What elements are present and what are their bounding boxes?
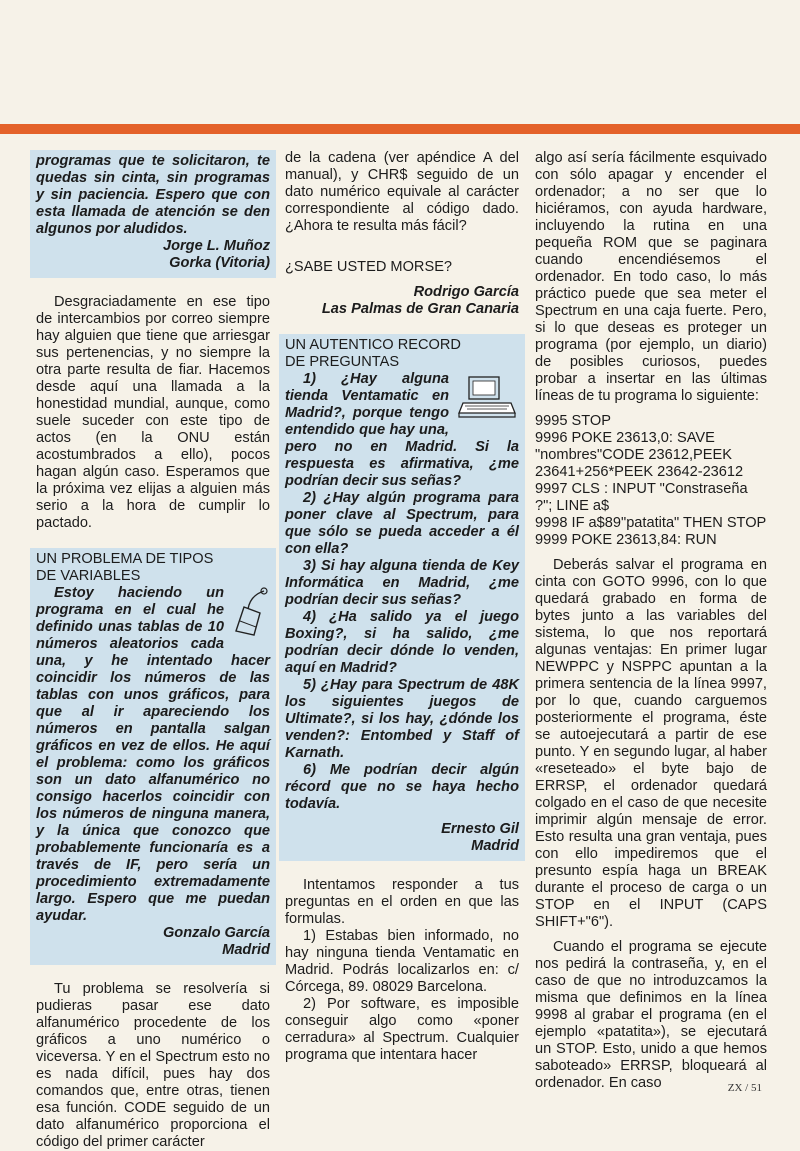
- question-item: 5) ¿Hay para Spectrum de 48K los siguientes juegos de Ultimate?, si los hay, ¿dónde los venden?: Entombed y Staff of Karnath.: [285, 677, 519, 761]
- letter-box-2: [30, 548, 276, 965]
- letter-text: Estoy haciendo un programa en el cual he definido unas tablas de 10 números aleatorios cada una, y he intentado hacer coincidir los números de las tablas con unos gráficos, para que al ir apareciendo los números en pantalla salgan gráficos en vez de ellos. He aquí el problema: como los gráficos son un dato alfanumérico no consigo hacerlos coincidir con los números de ninguna manera, y la única que conozco que probablemente funcionaría es a través de IF, pero sería un procedimiento extremadamente largo. Espero que me puedan ayudar.: [36, 585, 270, 924]
- section-heading: UN PROBLEMA DE TIPOS: [36, 551, 214, 567]
- question-item: 2) ¿Hay algún programa para poner clave al Spectrum, para que sólo se pueda acceder a él con ella?: [285, 490, 519, 557]
- signature-place: Gorka (Vitoria): [169, 255, 270, 271]
- answer-text: Desgraciadamente en ese tipo de intercambios por correo siempre hay alguien que tiene que arriesgar sus pertenencias, y no siempre la otra parte resulta de fiar. Hacemos desde aquí una llamada a la honestidad mundial, aunque, como suele suceder con este tipo de actos (en la ONU están acostumbrados a ello), pocos hagan algún caso. Esperamos que la próxima vez elijas a alguien más serio a la hora de cumplir lo pactado.: [36, 294, 270, 531]
- column-1: [36, 150, 270, 1151]
- code-line: 9995 STOP: [535, 413, 611, 429]
- header-rule: [0, 124, 800, 134]
- letter-box-3: [279, 334, 525, 861]
- code-line: 9997 CLS : INPUT "Constraseña ?"; LINE a$: [535, 481, 752, 514]
- answer-text: Tu problema se resolvería si pudieras pasar ese dato alfanumérico procedente de los gráficos a uno numérico o viceversa. Y en el Spectrum esto no es nada difícil, pues hay dos comandos que, entre otras, tienen esa función. CODE seguido de un dato alfanumérico proporciona el código del primer carácter: [36, 981, 270, 1150]
- code-line: 9996 POKE 23613,0: SAVE "nombres"CODE 23612,PEEK 23641+256*PEEK 23642-23612: [535, 430, 744, 480]
- section-heading: ¿SABE USTED MORSE?: [285, 259, 453, 275]
- letter-text: programas que te solicitaron, te quedas sin cinta, sin programas y sin paciencia. Espero que con esta llamada de atención se den algunos por aludidos.: [36, 153, 270, 237]
- answer-text: Cuando el programa se ejecute nos pedirá la contraseña, y, en el caso de que no introduzcamos la misma que definimos en la línea 9998 al grabar el programa (en el ejemplo «patatita»), se ejecutará un STOP. Esto, unido a que hemos saboteado» ERRSP, bloqueará al ordenador. En caso: [535, 939, 767, 1091]
- joystick-icon: [230, 587, 270, 642]
- computer-icon: [455, 373, 519, 428]
- answer-text: 1) Estabas bien informado, no hay ninguna tienda Ventamatic en Madrid. Podrás localizarlos en: c/ Córcega, 89. 08029 Barcelona.: [285, 928, 519, 995]
- answer-text: Deberás salvar el programa en cinta con GOTO 9996, con lo que quedará grabado en forma de bytes junto a las variables del sistema, lo que nos reportará algunas ventajas: En primer lugar NEWPPC y NSPPC apuntan a la primera sentencia de la línea 9997, por lo que, cuando carguemos posteriormente el programa, éste se autoejecutará a partir de ese punto. Y en segundo lugar, al haber «reseteado» el byte bajo de ERRSP, el ordenador quedará colgado en el caso de que necesite imprimir algún mensaje de error. Esto resulta una gran ventaja, pues con ello impediremos que el presunto espía haga un BREAK durante el proceso de carga o un STOP en el INPUT (CAPS SHIFT+"6").: [535, 557, 767, 930]
- signature-name: Jorge L. Muñoz: [162, 238, 270, 254]
- letter-box-1: [30, 150, 276, 278]
- signature-name: Gonzalo García: [162, 925, 270, 941]
- answer-text: algo así sería fácilmente esquivado con sólo apagar y encender el ordenador; a no ser que lo hiciéramos, con ayuda hardware, incluyendo la rutina en una pequeña ROM que se paginara cuando encendiésemos el ordenador. En todo caso, lo más práctico puede que sea meter el Spectrum en una caja fuerte. Pero, si lo que deseas es proteger un programa (por ejemplo, un diario) de posibles curiosos, puedes probar a insertar en las últimas líneas de tu programa lo siguiente:: [535, 150, 767, 404]
- code-line: 9998 IF a$89"patatita" THEN STOP: [535, 515, 767, 531]
- signature-name: Rodrigo García: [413, 284, 519, 300]
- question-item: 4) ¿Ha salido ya el juego Boxing?, si ha salido, ¿me podrían decir dónde lo venden, aquí en Madrid?: [285, 609, 519, 676]
- answer-text: 2) Por software, es imposible conseguir algo como «poner cerradura» al Spectrum. Cualquier programa que intentara hacer: [285, 996, 519, 1063]
- signature-name: Ernesto Gil: [441, 821, 519, 837]
- section-heading: UN AUTENTICO RECORD: [285, 337, 461, 353]
- question-item: 6) Me podrían decir algún récord que no se haya hecho todavía.: [285, 762, 519, 812]
- section-heading: DE VARIABLES: [36, 568, 141, 584]
- answer-text: de la cadena (ver apéndice A del manual), y CHR$ seguido de un dato numérico equivale al carácter correspondiente al código dado. ¿Ahora te resulta más fácil?: [285, 150, 519, 234]
- signature-place: Las Palmas de Gran Canaria: [321, 301, 519, 317]
- section-heading: DE PREGUNTAS: [285, 354, 400, 370]
- page-number: ZX / 51: [727, 1082, 762, 1094]
- answer-text: Intentamos responder a tus preguntas en el orden en que las formulas.: [285, 877, 519, 927]
- column-2: [285, 150, 519, 1064]
- signature-place: Madrid: [471, 838, 519, 854]
- question-item: 1) ¿Hay alguna tienda Ventamatic en Madrid?, porque tengo entendido que hay una, pero no en Madrid. Si la respuesta es afirmativa, ¿me podrían decir sus señas?: [285, 371, 519, 489]
- question-item: 3) Si hay alguna tienda de Key Informática en Madrid, ¿me podrían decir sus señas?: [285, 558, 519, 608]
- column-3: [535, 150, 767, 1092]
- signature-place: Madrid: [222, 942, 270, 958]
- code-line: 9999 POKE 23613,84: RUN: [535, 532, 717, 548]
